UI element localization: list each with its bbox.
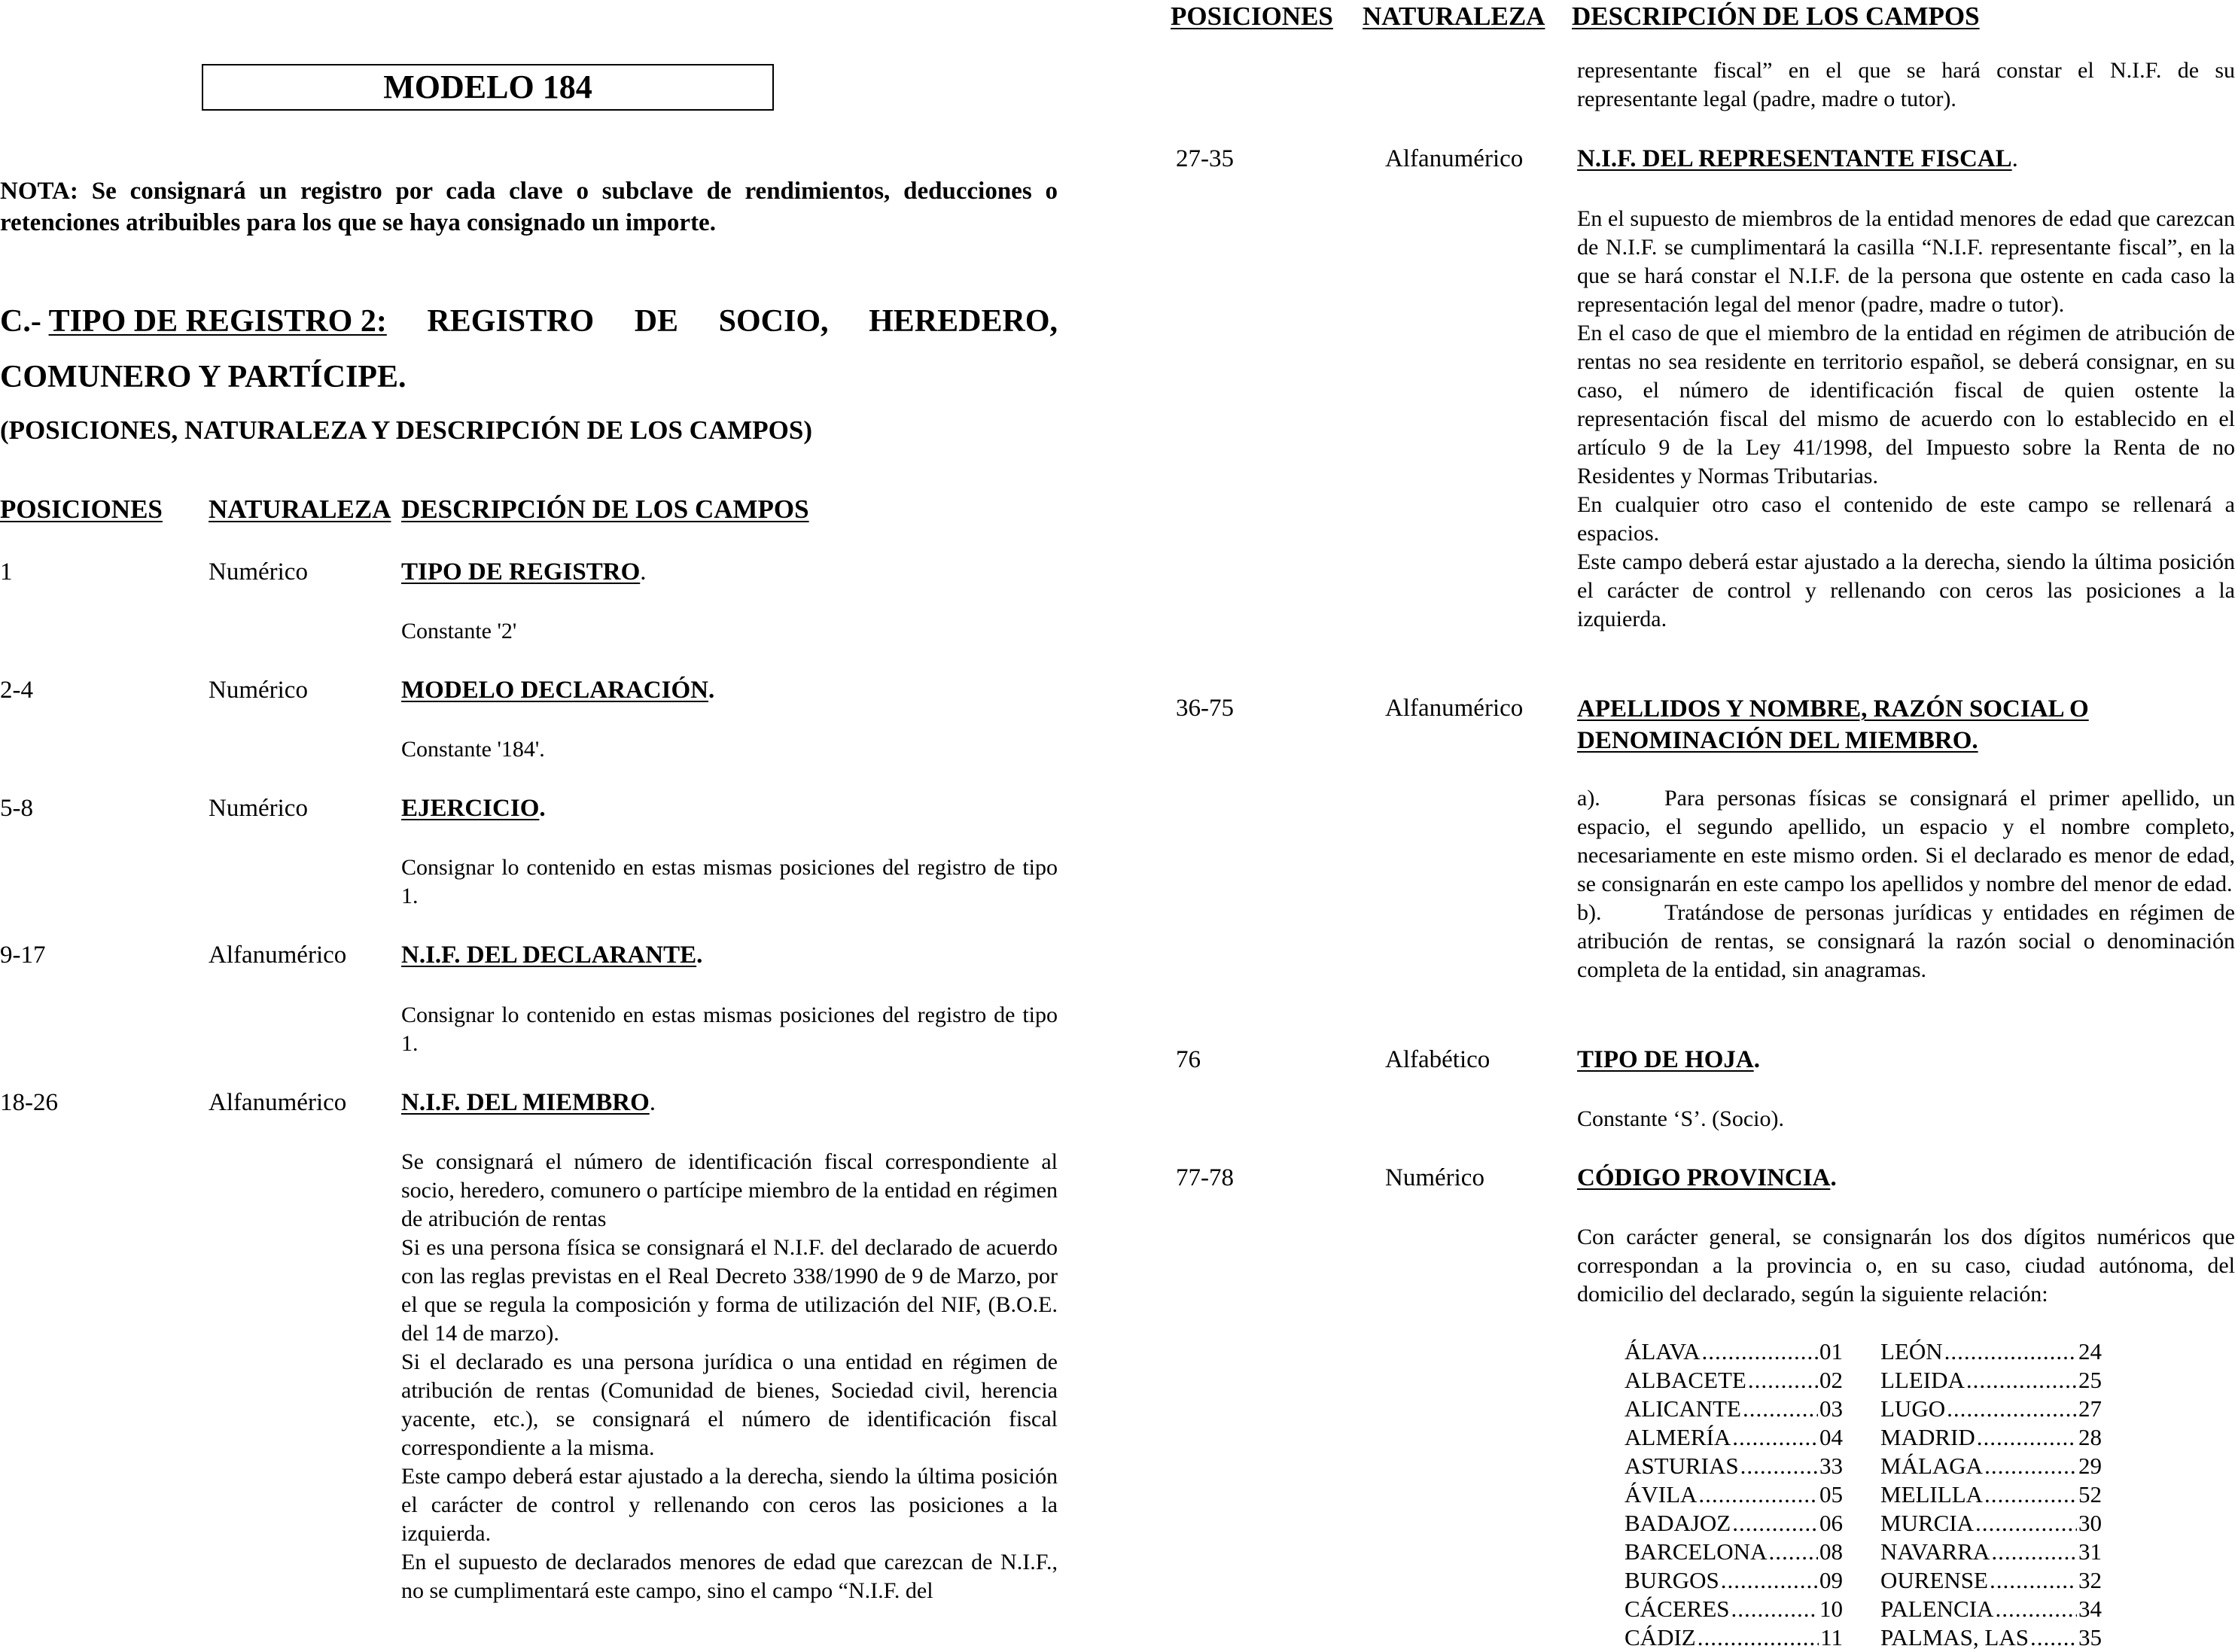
province-code: 24 <box>2078 1338 2102 1364</box>
province-name: PALMAS, LAS <box>1880 1624 2029 1650</box>
field-nat: Alfanumérico <box>209 942 347 969</box>
body-paragraph: Este campo deberá estar ajustado a la derecha, siendo la última posición el carácter de control y rellenando con ceros las posiciones a la izquierda. <box>1577 549 2235 631</box>
province-code: 02 <box>1819 1367 1843 1393</box>
list-item: b). Tratándose de personas jurídicas y entidades en régimen de atribución de rentas, se consignará la razón social o denominación completa de la entidad, sin anagramas. <box>1577 900 2235 982</box>
dot-leader <box>1698 1623 1819 1652</box>
field-nat: Alfanumérico <box>209 1089 347 1116</box>
dot-leader <box>1947 1395 2077 1423</box>
dot-leader <box>1740 1452 1818 1480</box>
header-naturaleza: NATURALEZA <box>209 494 391 524</box>
field-body: Constante ‘S’. (Socio). <box>1577 1106 1784 1131</box>
province-code: 32 <box>2078 1567 2102 1593</box>
field-nat: Alfanumérico <box>1385 145 1524 172</box>
province-list-col2 <box>1880 1337 2102 1652</box>
section-title <box>0 303 1058 395</box>
section-tipo: TIPO DE REGISTRO 2: <box>48 304 387 339</box>
list-item: a). Para personas físicas se consignará el primer apellido, un espacio, el segundo apellido, un espacio y el nombre completo, necesariamente en este mismo orden. Si el declarado es menor de edad, se consignarán en este campo los apellidos y nombre del menor de edad. <box>1577 786 2235 896</box>
province-code: 29 <box>2078 1453 2102 1479</box>
province-name: LEÓN <box>1880 1338 1943 1364</box>
header-posiciones: POSICIONES <box>0 494 163 524</box>
field-title: N.I.F. DEL DECLARANTE. <box>401 942 703 969</box>
province-row <box>1624 1566 1843 1595</box>
province-row <box>1880 1538 2102 1566</box>
field-title: N.I.F. DEL REPRESENTANTE FISCAL. <box>1577 145 2018 172</box>
province-code: 27 <box>2078 1395 2102 1422</box>
body-paragraph: En el caso de que el miembro de la entidad en régimen de atribución de rentas no sea residente en territorio español, se deberá consignar, en su caso, el número de identificación fiscal de quien ostente la representación fiscal del mismo de acuerdo con lo establecido en el artículo 9 de la Ley 41/1998, del Impuesto sobre la Renta de no Residentes y Normas Tributarias. <box>1577 321 2235 488</box>
dot-leader <box>1977 1423 2077 1452</box>
province-row <box>1880 1395 2102 1423</box>
province-code: 01 <box>1819 1338 1843 1364</box>
province-row <box>1624 1623 1843 1652</box>
province-code: 31 <box>2078 1538 2102 1565</box>
province-row <box>1624 1509 1843 1538</box>
province-name: MÁLAGA <box>1880 1453 1984 1479</box>
body-paragraph: En cualquier otro caso el contenido de este campo se rellenará a espacios. <box>1577 492 2235 546</box>
province-code: 10 <box>1819 1596 1843 1622</box>
province-code: 11 <box>1820 1624 1843 1650</box>
province-name: ALBACETE <box>1624 1367 1746 1393</box>
province-name: OURENSE <box>1880 1567 1988 1593</box>
province-row <box>1880 1423 2102 1452</box>
body-paragraph: Este campo deberá estar ajustado a la derecha, siendo la última posición el carácter de control y rellenando con ceros las posiciones a la izquierda. <box>401 1464 1058 1546</box>
section-word-3: SOCIO, <box>718 304 829 339</box>
body-paragraph: En el supuesto de miembros de la entidad menores de edad que carezcan de N.I.F. se cumplimentará la casilla “N.I.F. representante fiscal”, en la que se hará constar el N.I.F. de la persona que ostente en cada caso la representación legal del menor (padre, madre o tutor). <box>1577 206 2235 317</box>
province-name: PALENCIA <box>1880 1596 1994 1622</box>
dot-leader <box>2030 1623 2077 1652</box>
dot-leader <box>1944 1337 2077 1366</box>
field-pos: 1 <box>0 558 13 586</box>
field-body <box>1577 205 2235 634</box>
province-name: ALMERÍA <box>1624 1424 1731 1450</box>
province-name: BADAJOZ <box>1624 1510 1731 1536</box>
province-row <box>1880 1566 2102 1595</box>
province-name: ÁLAVA <box>1624 1338 1701 1364</box>
province-code: 30 <box>2078 1510 2102 1536</box>
dot-leader <box>1698 1480 1818 1509</box>
field-title: EJERCICIO. <box>401 795 546 822</box>
province-row <box>1624 1337 1843 1366</box>
field-body <box>1577 784 2235 984</box>
province-row <box>1880 1452 2102 1480</box>
province-row <box>1880 1623 2102 1652</box>
dot-leader <box>1984 1452 2077 1480</box>
field-title: N.I.F. DEL MIEMBRO. <box>401 1089 656 1116</box>
province-row <box>1624 1395 1843 1423</box>
field-body: Constante '2' <box>401 619 517 643</box>
dot-leader <box>1732 1509 1818 1538</box>
province-code: 03 <box>1819 1395 1843 1422</box>
body-paragraph: Si el declarado es una persona jurídica o una entidad en régimen de atribución de rentas (Comunidad de bienes, Sociedad civil, herencia yacente, etc.), se consignará el número de identificación fiscal correspondiente a la misma. <box>401 1349 1058 1460</box>
province-row <box>1880 1337 2102 1366</box>
section-word-2: DE <box>634 304 679 339</box>
dot-leader <box>1721 1566 1818 1595</box>
province-name: BARCELONA <box>1624 1538 1768 1565</box>
section-line2: COMUNERO Y PARTÍCIPE. <box>0 360 407 394</box>
model-title: MODELO 184 <box>383 68 592 105</box>
dot-leader <box>1995 1595 2077 1623</box>
field-body: Constante '184'. <box>401 737 545 762</box>
field-nat: Numérico <box>209 677 308 704</box>
nota-text: NOTA: Se consignará un registro por cada clave o subclave de rendimientos, deducciones o retenciones atribuibles para los que se haya consignado un importe. <box>0 178 1058 236</box>
province-row <box>1624 1538 1843 1566</box>
province-name: BURGOS <box>1624 1567 1719 1593</box>
dot-leader <box>1990 1566 2077 1595</box>
dot-leader <box>1991 1538 2077 1566</box>
field-nat: Numérico <box>1385 1164 1484 1191</box>
province-code: 35 <box>2078 1624 2102 1650</box>
field-title: CÓDIGO PROVINCIA. <box>1577 1164 1837 1191</box>
province-code: 09 <box>1819 1567 1843 1593</box>
province-name: LUGO <box>1880 1395 1946 1422</box>
province-code: 05 <box>1819 1481 1843 1507</box>
dot-leader <box>1768 1538 1818 1566</box>
province-code: 08 <box>1819 1538 1843 1565</box>
body-paragraph: Si es una persona física se consignará el N.I.F. del declarado de acuerdo con las reglas previstas en el Real Decreto 338/1990 de 9 de Marzo, por el que se regula la composición y forma de utilización del NIF, (B.O.E. del 14 de marzo). <box>401 1235 1058 1346</box>
field-pos: 9-17 <box>0 942 46 969</box>
province-name: ÁVILA <box>1624 1481 1698 1507</box>
field-pos: 2-4 <box>0 677 33 704</box>
province-name: ASTURIAS <box>1624 1453 1739 1479</box>
province-code: 25 <box>2078 1367 2102 1393</box>
field-body: Con carácter general, se consignarán los dos dígitos numéricos que correspondan a la provincia o, en su caso, ciudad autónoma, del domicilio del declarado, según la siguiente relación: <box>1577 1225 2235 1307</box>
field-pos: 76 <box>1176 1046 1201 1073</box>
province-name: CÁCERES <box>1624 1596 1730 1622</box>
dot-leader <box>1748 1366 1818 1395</box>
field-title: APELLIDOS Y NOMBRE, RAZÓN SOCIAL O DENOMINACIÓN DEL MIEMBRO. <box>1577 695 2089 754</box>
province-code: 34 <box>2078 1596 2102 1622</box>
province-name: LLEIDA <box>1880 1367 1965 1393</box>
field-pos: 36-75 <box>1176 695 1234 722</box>
province-code: 52 <box>2078 1481 2102 1507</box>
field-pos: 18-26 <box>0 1089 58 1116</box>
header-naturaleza-right: NATURALEZA <box>1363 2 1545 31</box>
field-title: TIPO DE REGISTRO. <box>401 558 647 586</box>
province-row <box>1880 1480 2102 1509</box>
province-name: ALICANTE <box>1624 1395 1741 1422</box>
province-row <box>1880 1509 2102 1538</box>
field-pos: 27-35 <box>1176 145 1234 172</box>
field-pos: 5-8 <box>0 795 33 822</box>
province-row <box>1880 1595 2102 1623</box>
province-code: 04 <box>1819 1424 1843 1450</box>
dot-leader <box>1975 1509 2077 1538</box>
province-row <box>1624 1480 1843 1509</box>
field-body: Consignar lo contenido en estas mismas posiciones del registro de tipo 1. <box>401 1002 1058 1056</box>
section-subtitle: (POSICIONES, NATURALEZA Y DESCRIPCIÓN DE LOS CAMPOS) <box>0 415 812 445</box>
field-body: Consignar lo contenido en estas mismas posiciones del registro de tipo 1. <box>401 855 1058 908</box>
province-code: 33 <box>1819 1453 1843 1479</box>
province-row <box>1624 1423 1843 1452</box>
province-name: CÁDIZ <box>1624 1624 1696 1650</box>
province-row <box>1880 1366 2102 1395</box>
province-name: NAVARRA <box>1880 1538 1990 1565</box>
province-row <box>1624 1366 1843 1395</box>
field-nat: Numérico <box>209 795 308 822</box>
body-paragraph: En el supuesto de declarados menores de edad que carezcan de N.I.F., no se cumplimentará este campo, sino el campo “N.I.F. del <box>401 1550 1058 1603</box>
field-title: TIPO DE HOJA. <box>1577 1046 1760 1073</box>
province-code: 28 <box>2078 1424 2102 1450</box>
dot-leader <box>1984 1480 2077 1509</box>
header-descripcion-right: DESCRIPCIÓN DE LOS CAMPOS <box>1572 2 1980 31</box>
dot-leader <box>1702 1337 1819 1366</box>
province-list-col1 <box>1624 1337 1843 1652</box>
field-nat: Alfanumérico <box>1385 695 1524 722</box>
section-prefix: C.- <box>0 304 41 339</box>
continuation-text: representante fiscal” en el que se hará constar el N.I.F. de su representante legal (padre, madre o tutor). <box>1577 58 2235 111</box>
province-row <box>1624 1452 1843 1480</box>
header-posiciones-right: POSICIONES <box>1171 2 1333 31</box>
body-paragraph: Se consignará el número de identificación fiscal correspondiente al socio, heredero, comunero o partícipe miembro de la entidad en régimen de atribución de rentas <box>401 1149 1058 1231</box>
field-title: MODELO DECLARACIÓN. <box>401 677 715 704</box>
dot-leader <box>1731 1595 1818 1623</box>
header-descripcion: DESCRIPCIÓN DE LOS CAMPOS <box>401 494 809 524</box>
province-row <box>1624 1595 1843 1623</box>
field-nat: Alfabético <box>1385 1046 1491 1073</box>
field-body <box>401 1148 1058 1605</box>
province-name: MURCIA <box>1880 1510 1975 1536</box>
province-name: MADRID <box>1880 1424 1975 1450</box>
dot-leader <box>1966 1366 2077 1395</box>
field-pos: 77-78 <box>1176 1164 1234 1191</box>
dot-leader <box>1743 1395 1818 1423</box>
dot-leader <box>1732 1423 1818 1452</box>
section-word-1: REGISTRO <box>427 304 595 339</box>
field-nat: Numérico <box>209 558 308 586</box>
section-word-4: HEREDERO, <box>869 304 1058 339</box>
province-name: MELILLA <box>1880 1481 1984 1507</box>
model-title-box <box>202 64 774 111</box>
province-code: 06 <box>1819 1510 1843 1536</box>
